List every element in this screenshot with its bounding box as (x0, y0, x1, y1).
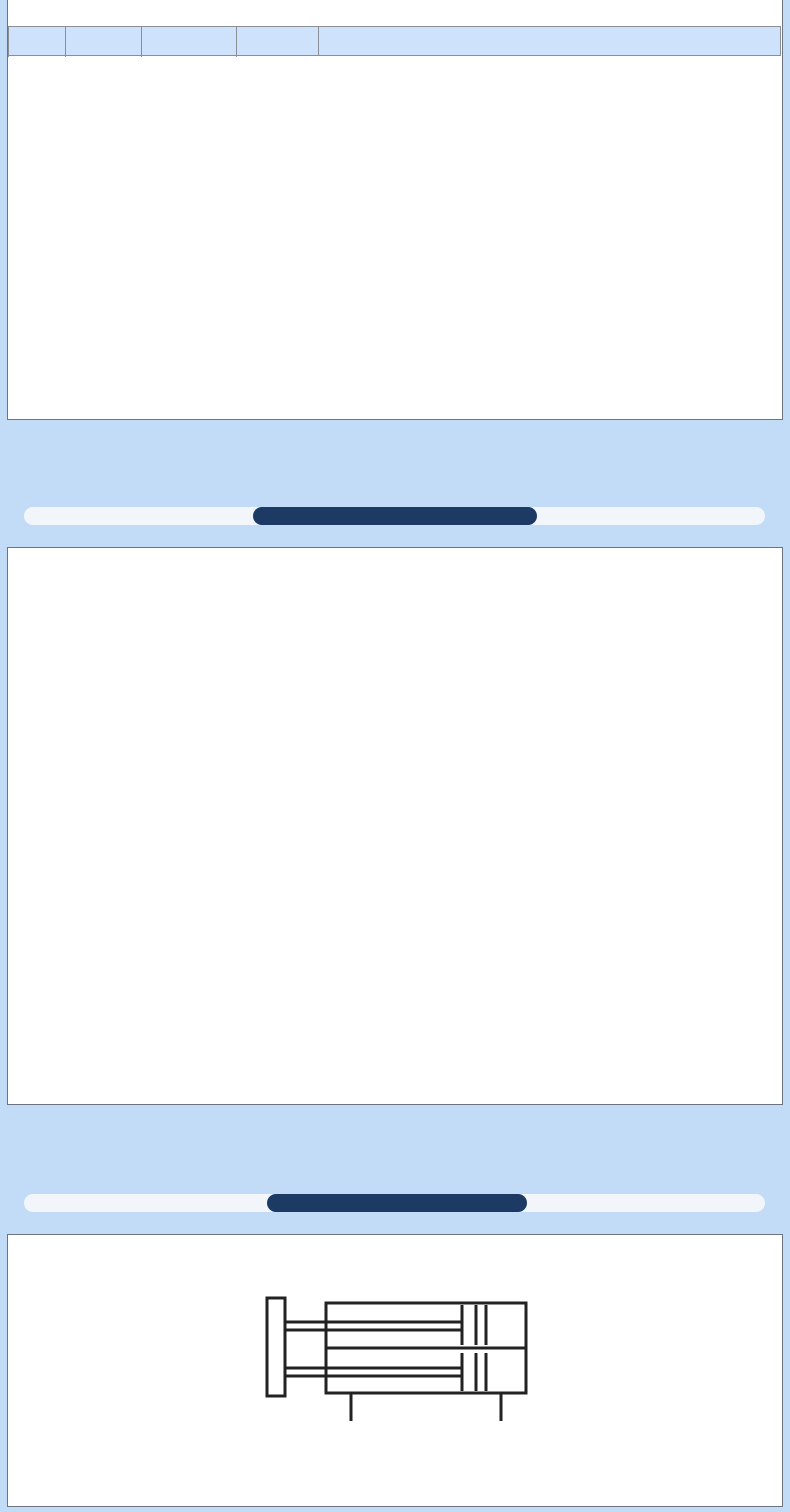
symbol-title-underline-accent (267, 1194, 527, 1212)
thrust-table-panel (7, 0, 783, 420)
install-panel (7, 547, 783, 1105)
header-pressure (319, 27, 781, 56)
header-mode (142, 27, 237, 56)
symbol-panel (7, 1234, 783, 1507)
header-bore (9, 27, 66, 56)
symbol-title-underline (24, 1194, 765, 1212)
header-rod (66, 27, 142, 56)
header-area (237, 27, 319, 56)
thrust-table (8, 26, 781, 56)
dual-rod-cylinder-symbol-icon (8, 1235, 784, 1508)
install-title-underline (24, 507, 765, 525)
install-title-underline-accent (253, 507, 537, 525)
